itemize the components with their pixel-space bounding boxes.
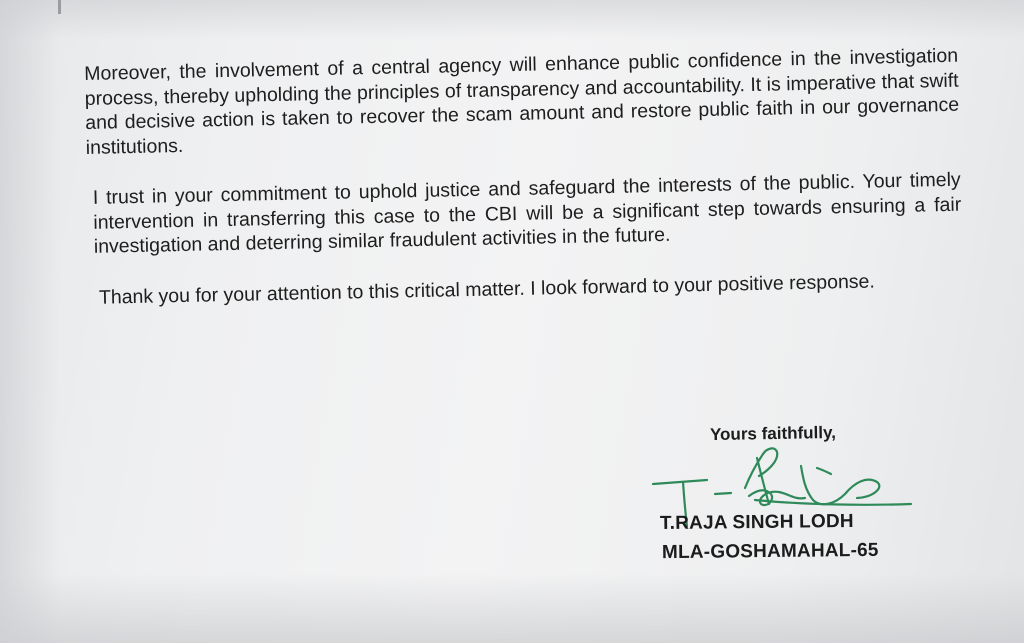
signatory-title: MLA-GOSHAMAHAL-65 — [661, 539, 879, 564]
closing-salutation: Yours faithfully, — [709, 422, 837, 445]
page-shadow-top — [0, 0, 1024, 40]
paragraph-central-agency: Moreover, the involvement of a central agency will enhance public confidence in the investigation process, thereby upholding the principles of transparency and accountability. It is imperative that swift and decisive action is taken to recover the scam amount and restore public faith in our governance institutions. — [84, 44, 960, 159]
page-shadow-left — [0, 0, 60, 643]
paragraph-trust-commitment: I trust in your commitment to uphold justice and safeguard the interests of the public. Your timely intervention in transferring this case to the CBI will be a significant step towards ensuring a fair investigation and deterring similar fraudulent activities in the future. — [92, 168, 962, 258]
signatory-name: T.RAJA SINGH LODH — [659, 510, 854, 535]
page-fold-mark — [58, 0, 61, 14]
letter-body — [84, 44, 964, 336]
page-shadow-bottom — [0, 573, 1024, 643]
paragraph-thank-you: Thank you for your attention to this critical matter. I look forward to your positive response. — [98, 269, 876, 309]
